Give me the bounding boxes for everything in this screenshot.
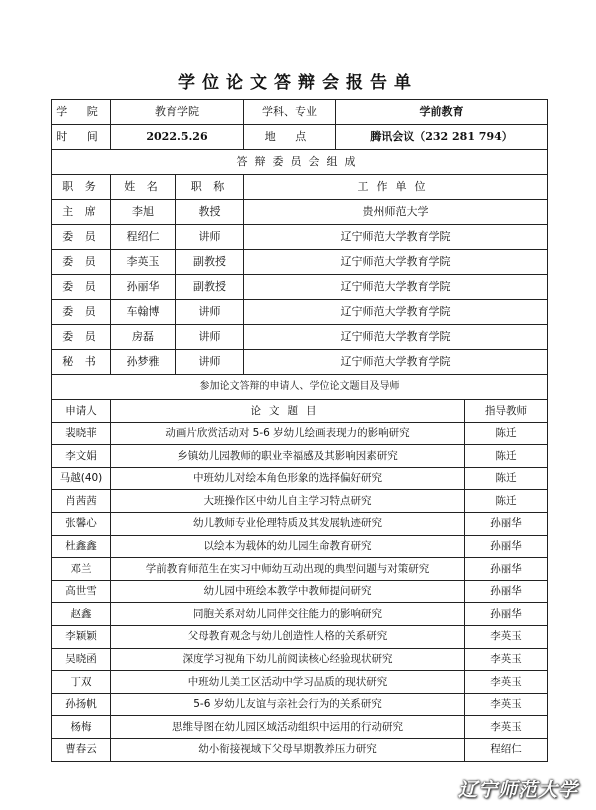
header-applicant: 申请人: [52, 400, 111, 423]
committee-member-row: [52, 275, 548, 300]
thesis-advisor: 孙丽华: [465, 580, 548, 603]
thesis-topic: 大班操作区中幼儿自主学习特点研究: [111, 490, 465, 513]
committee-member-row: [52, 350, 548, 375]
thesis-advisor: 陈迁: [465, 490, 548, 513]
thesis-row: [52, 716, 548, 739]
header-name: 姓 名: [111, 175, 176, 200]
committee-member-row: [52, 300, 548, 325]
thesis-applicant: 高世雪: [52, 580, 111, 603]
member-role: 委 员: [52, 275, 111, 300]
thesis-row: [52, 671, 548, 694]
thesis-advisor: 李英玉: [465, 693, 548, 716]
member-title: 讲师: [176, 300, 244, 325]
college-value: 教育学院: [111, 100, 244, 125]
thesis-advisor: 程绍仁: [465, 738, 548, 761]
thesis-row: [52, 535, 548, 558]
theses-section-row: [52, 375, 548, 400]
thesis-row: [52, 490, 548, 513]
committee-header-row: [52, 175, 548, 200]
college-row: [52, 100, 548, 125]
member-name: 程绍仁: [111, 225, 176, 250]
report-table: [51, 99, 548, 762]
member-role: 主 席: [52, 200, 111, 225]
member-unit: 贵州师范大学: [244, 200, 548, 225]
time-row: [52, 125, 548, 150]
member-unit: 辽宁师范大学教育学院: [244, 275, 548, 300]
member-name: 李英玉: [111, 250, 176, 275]
header-unit: 工作单位: [244, 175, 548, 200]
member-title: 讲师: [176, 225, 244, 250]
thesis-advisor: 李英玉: [465, 648, 548, 671]
member-title: 副教授: [176, 250, 244, 275]
thesis-advisor: 李英玉: [465, 625, 548, 648]
page-title: 学位论文答辩会报告单: [178, 73, 418, 93]
thesis-applicant: 张馨心: [52, 512, 111, 535]
thesis-topic: 乡镇幼儿园教师的职业幸福感及其影响因素研究: [111, 445, 465, 468]
thesis-advisor: 李英玉: [465, 716, 548, 739]
thesis-row: [52, 580, 548, 603]
watermark: 辽宁师范大学: [457, 779, 578, 801]
committee-section-row: [52, 150, 548, 175]
member-name: 李旭: [111, 200, 176, 225]
thesis-topic: 学前教育师范生在实习中师幼互动出现的典型问题与对策研究: [111, 558, 465, 581]
member-name: 孙丽华: [111, 275, 176, 300]
committee-member-row: [52, 225, 548, 250]
thesis-advisor: 孙丽华: [465, 603, 548, 626]
thesis-topic: 思维导图在幼儿园区域活动组织中运用的行动研究: [111, 716, 465, 739]
thesis-row: [52, 648, 548, 671]
thesis-advisor: 陈迁: [465, 422, 548, 445]
thesis-row: [52, 625, 548, 648]
member-name: 孙梦雅: [111, 350, 176, 375]
thesis-row: [52, 467, 548, 490]
header-advisor: 指导教师: [465, 400, 548, 423]
place-value: 腾讯会议（232 281 794）: [336, 125, 548, 150]
thesis-advisor: 孙丽华: [465, 558, 548, 581]
college-label: 学 院: [52, 100, 111, 125]
thesis-applicant: 丁双: [52, 671, 111, 694]
thesis-topic: 中班幼儿对绘本角色形象的选择偏好研究: [111, 467, 465, 490]
time-label: 时 间: [52, 125, 111, 150]
committee-member-row: [52, 325, 548, 350]
thesis-row: [52, 603, 548, 626]
member-unit: 辽宁师范大学教育学院: [244, 250, 548, 275]
thesis-topic: 幼小衔接视域下父母早期教养压力研究: [111, 738, 465, 761]
member-role: 委 员: [52, 250, 111, 275]
thesis-topic: 以绘本为载体的幼儿园生命教育研究: [111, 535, 465, 558]
thesis-applicant: 李文娟: [52, 445, 111, 468]
thesis-applicant: 肖茜茜: [52, 490, 111, 513]
thesis-topic: 父母教育观念与幼儿创造性人格的关系研究: [111, 625, 465, 648]
thesis-row: [52, 422, 548, 445]
thesis-advisor: 李英玉: [465, 671, 548, 694]
thesis-topic: 同胞关系对幼儿同伴交往能力的影响研究: [111, 603, 465, 626]
thesis-row: [52, 558, 548, 581]
theses-section-title: 参加论文答辩的申请人、学位论文题目及导师: [52, 375, 548, 400]
thesis-advisor: 陈迁: [465, 467, 548, 490]
member-name: 房磊: [111, 325, 176, 350]
member-role: 委 员: [52, 225, 111, 250]
header-topic: 论文题目: [111, 400, 465, 423]
date-value: 2022.5.26: [111, 125, 244, 150]
thesis-topic: 5-6 岁幼儿友谊与亲社会行为的关系研究: [111, 693, 465, 716]
member-role: 秘 书: [52, 350, 111, 375]
thesis-applicant: 孙扬帆: [52, 693, 111, 716]
thesis-applicant: 杜鑫鑫: [52, 535, 111, 558]
thesis-applicant: 马越(40): [52, 467, 111, 490]
place-label: 地 点: [244, 125, 336, 150]
thesis-applicant: 邓兰: [52, 558, 111, 581]
thesis-applicant: 裴晓菲: [52, 422, 111, 445]
member-unit: 辽宁师范大学教育学院: [244, 300, 548, 325]
thesis-row: [52, 512, 548, 535]
thesis-topic: 中班幼儿美工区活动中学习品质的现状研究: [111, 671, 465, 694]
thesis-row: [52, 693, 548, 716]
thesis-applicant: 李颖颖: [52, 625, 111, 648]
header-role: 职 务: [52, 175, 111, 200]
committee-member-row: [52, 200, 548, 225]
thesis-advisor: 孙丽华: [465, 535, 548, 558]
member-unit: 辽宁师范大学教育学院: [244, 350, 548, 375]
thesis-topic: 幼儿园中班绘本教学中教师提问研究: [111, 580, 465, 603]
thesis-topic: 动画片欣赏活动对 5-6 岁幼儿绘画表现力的影响研究: [111, 422, 465, 445]
major-label: 学科、专业: [244, 100, 336, 125]
major-value: 学前教育: [336, 100, 548, 125]
thesis-advisor: 陈迁: [465, 445, 548, 468]
member-unit: 辽宁师范大学教育学院: [244, 325, 548, 350]
thesis-applicant: 曹春云: [52, 738, 111, 761]
committee-member-row: [52, 250, 548, 275]
header-title: 职 称: [176, 175, 244, 200]
thesis-applicant: 杨梅: [52, 716, 111, 739]
member-title: 教授: [176, 200, 244, 225]
committee-section-title: 答辩委员会组成: [52, 150, 548, 175]
member-unit: 辽宁师范大学教育学院: [244, 225, 548, 250]
member-name: 车翰博: [111, 300, 176, 325]
member-role: 委 员: [52, 325, 111, 350]
thesis-advisor: 孙丽华: [465, 512, 548, 535]
thesis-topic: 深度学习视角下幼儿前阅读核心经验现状研究: [111, 648, 465, 671]
theses-header-row: [52, 400, 548, 423]
thesis-applicant: 赵鑫: [52, 603, 111, 626]
member-role: 委 员: [52, 300, 111, 325]
thesis-row: [52, 445, 548, 468]
thesis-row: [52, 738, 548, 761]
thesis-topic: 幼儿教师专业伦理特质及其发展轨迹研究: [111, 512, 465, 535]
member-title: 讲师: [176, 325, 244, 350]
member-title: 讲师: [176, 350, 244, 375]
member-title: 副教授: [176, 275, 244, 300]
thesis-applicant: 吴晓函: [52, 648, 111, 671]
